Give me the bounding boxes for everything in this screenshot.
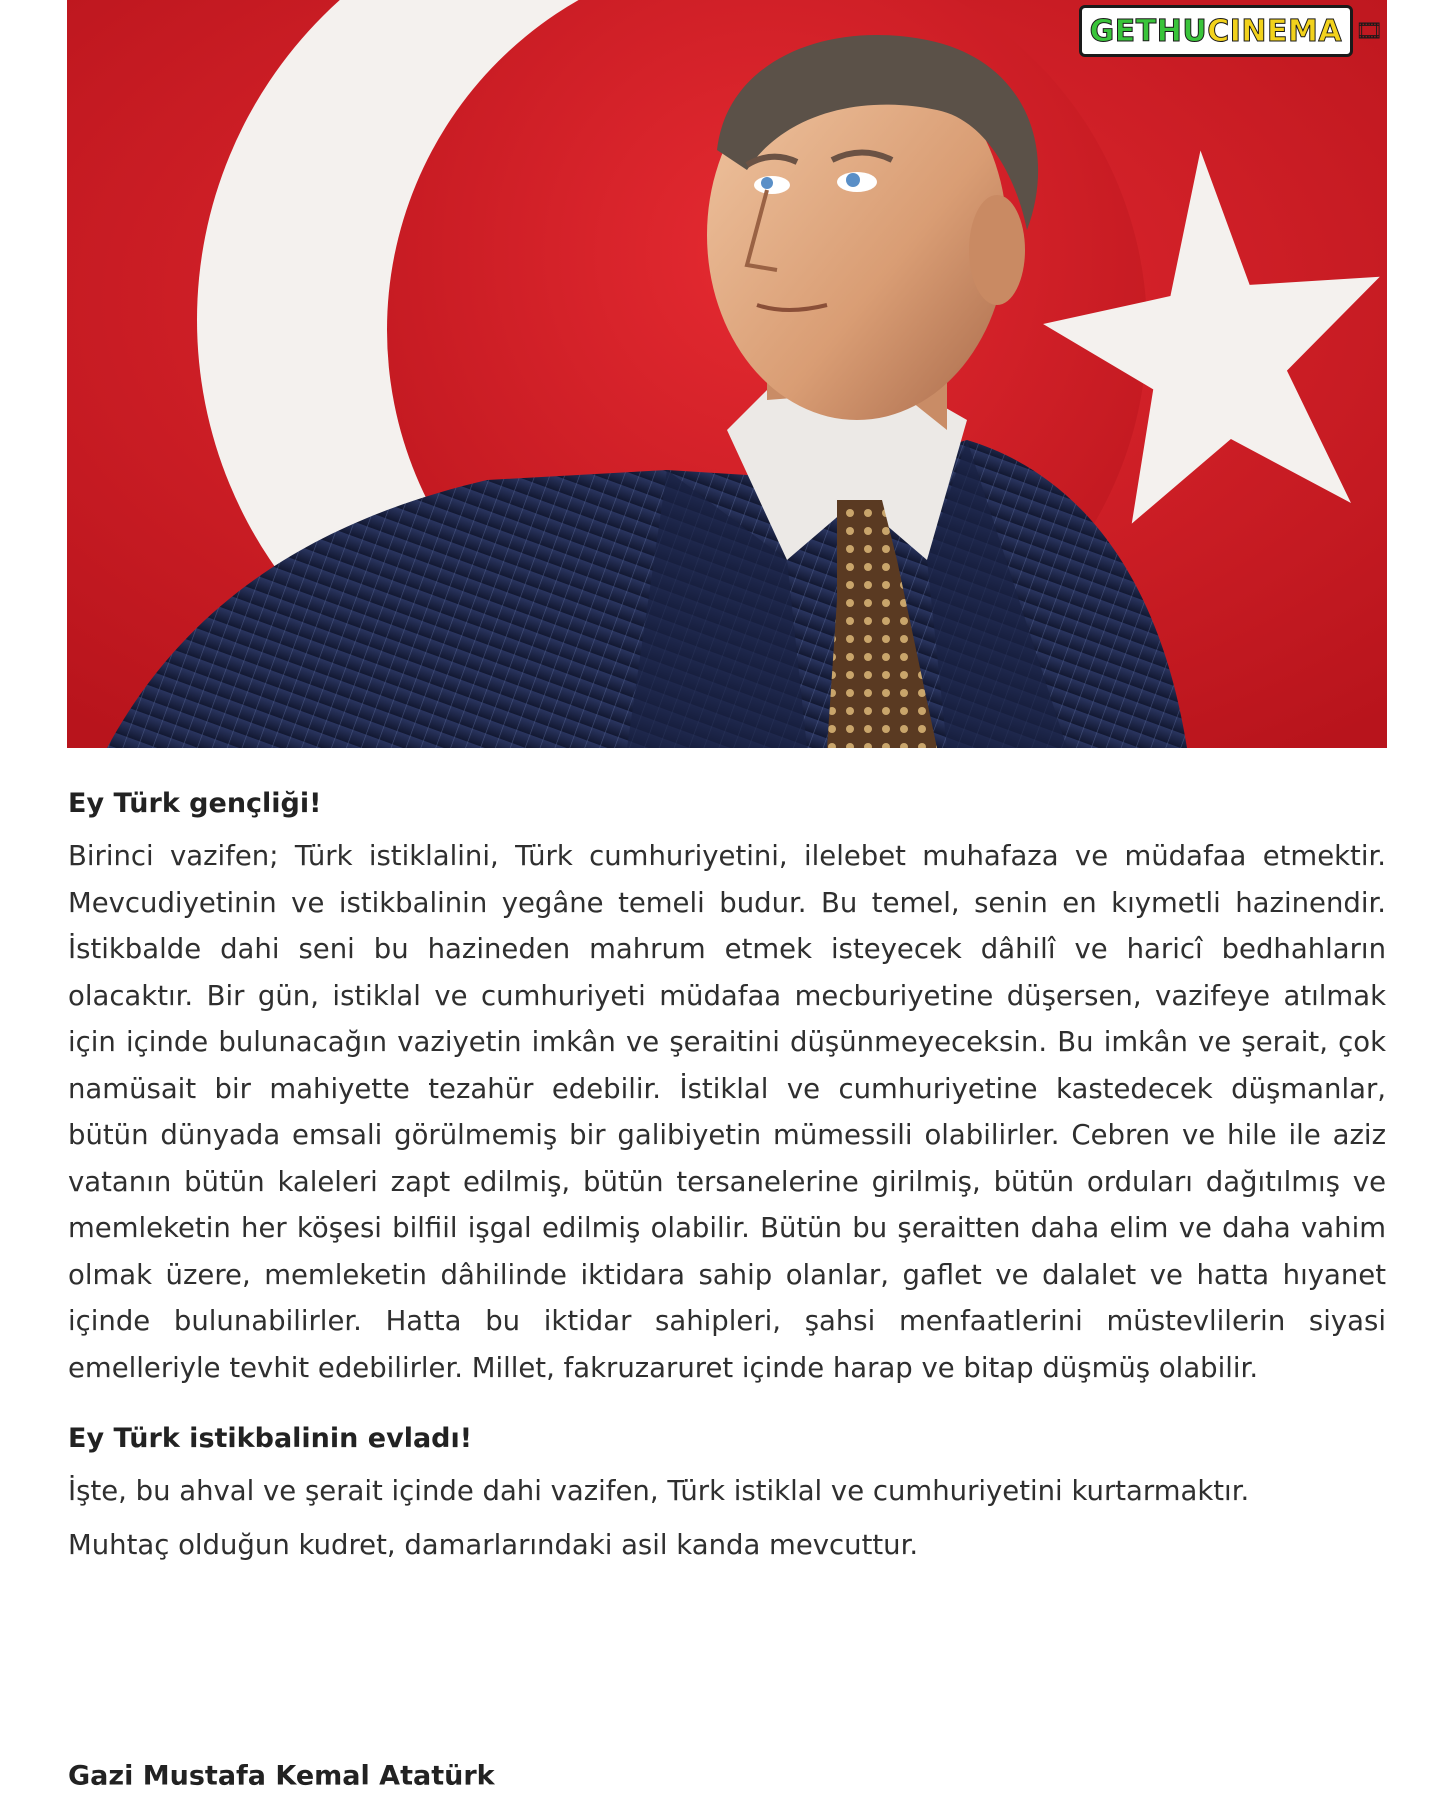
heading-youth: Ey Türk gençliği!	[68, 788, 322, 819]
watermark-text-part1: GETHU	[1089, 13, 1208, 49]
heading-descendant: Ey Türk istikbalinin evladı!	[68, 1423, 473, 1454]
paragraph-closing-line-2: Muhtaç olduğun kudret, damarlarındaki asil kanda mevcuttur.	[68, 1529, 919, 1561]
film-strip-icon: 🎞	[1355, 18, 1383, 44]
watermark-text-part2: CINEMA	[1207, 13, 1343, 49]
paragraph-closing-line-1: İşte, bu ahval ve şerait içinde dahi vazifen, Türk istiklal ve cumhuriyetini kurtarmaktır.	[68, 1475, 1250, 1507]
watermark-badge	[1079, 5, 1353, 57]
flag-portrait-illustration	[67, 0, 1387, 748]
signature: Gazi Mustafa Kemal Atatürk	[68, 1760, 495, 1792]
address-text	[68, 788, 1386, 1572]
portrait-image	[67, 0, 1387, 748]
watermark-logo	[1079, 4, 1383, 58]
paragraph-main: Birinci vazifen; Türk istiklalini, Türk cumhuriyetini, ilelebet muhafaza ve müdafaa etmektir. Mevcudiyetinin ve istikbalinin yegâne temeli budur. Bu temel, senin en kıymetli hazinendir. İstikbalde dahi seni bu hazineden mahrum etmek isteyecek dâhilî ve haricî bedhahların olacaktır. Bir gün, istiklal ve cumhuriyeti müdafaa mecburiyetine düşersen, vazifeye atılmak için içinde bulunacağın vaziyetin imkân ve şeraitini düşünmeyeceksin. Bu imkân ve şerait, çok namüsait bir mahiyette tezahür edebilir. İstiklal ve cumhuriyetine kastedecek düşmanlar, bütün dünyada emsali görülmemiş bir galibiyetin mümessili olabilirler. Cebren ve hile ile aziz vatanın bütün kaleleri zapt edilmiş, bütün tersanelerine girilmiş, bütün orduları dağıtılmış ve memleketin her köşesi bilfiil işgal edilmiş olabilir. Bütün bu şeraitten daha elim ve daha vahim olmak üzere, memleketin dâhilinde iktidara sahip olanlar, gaflet ve dalalet ve hatta hıyanet içinde bulunabilirler. Hatta bu iktidar sahipleri, şahsi menfaatlerini müstevlilerin siyasi emelleriyle tevhit edebilirler. Millet, fakruzaruret içinde harap ve bitap düşmüş olabilir.	[68, 840, 1386, 1384]
